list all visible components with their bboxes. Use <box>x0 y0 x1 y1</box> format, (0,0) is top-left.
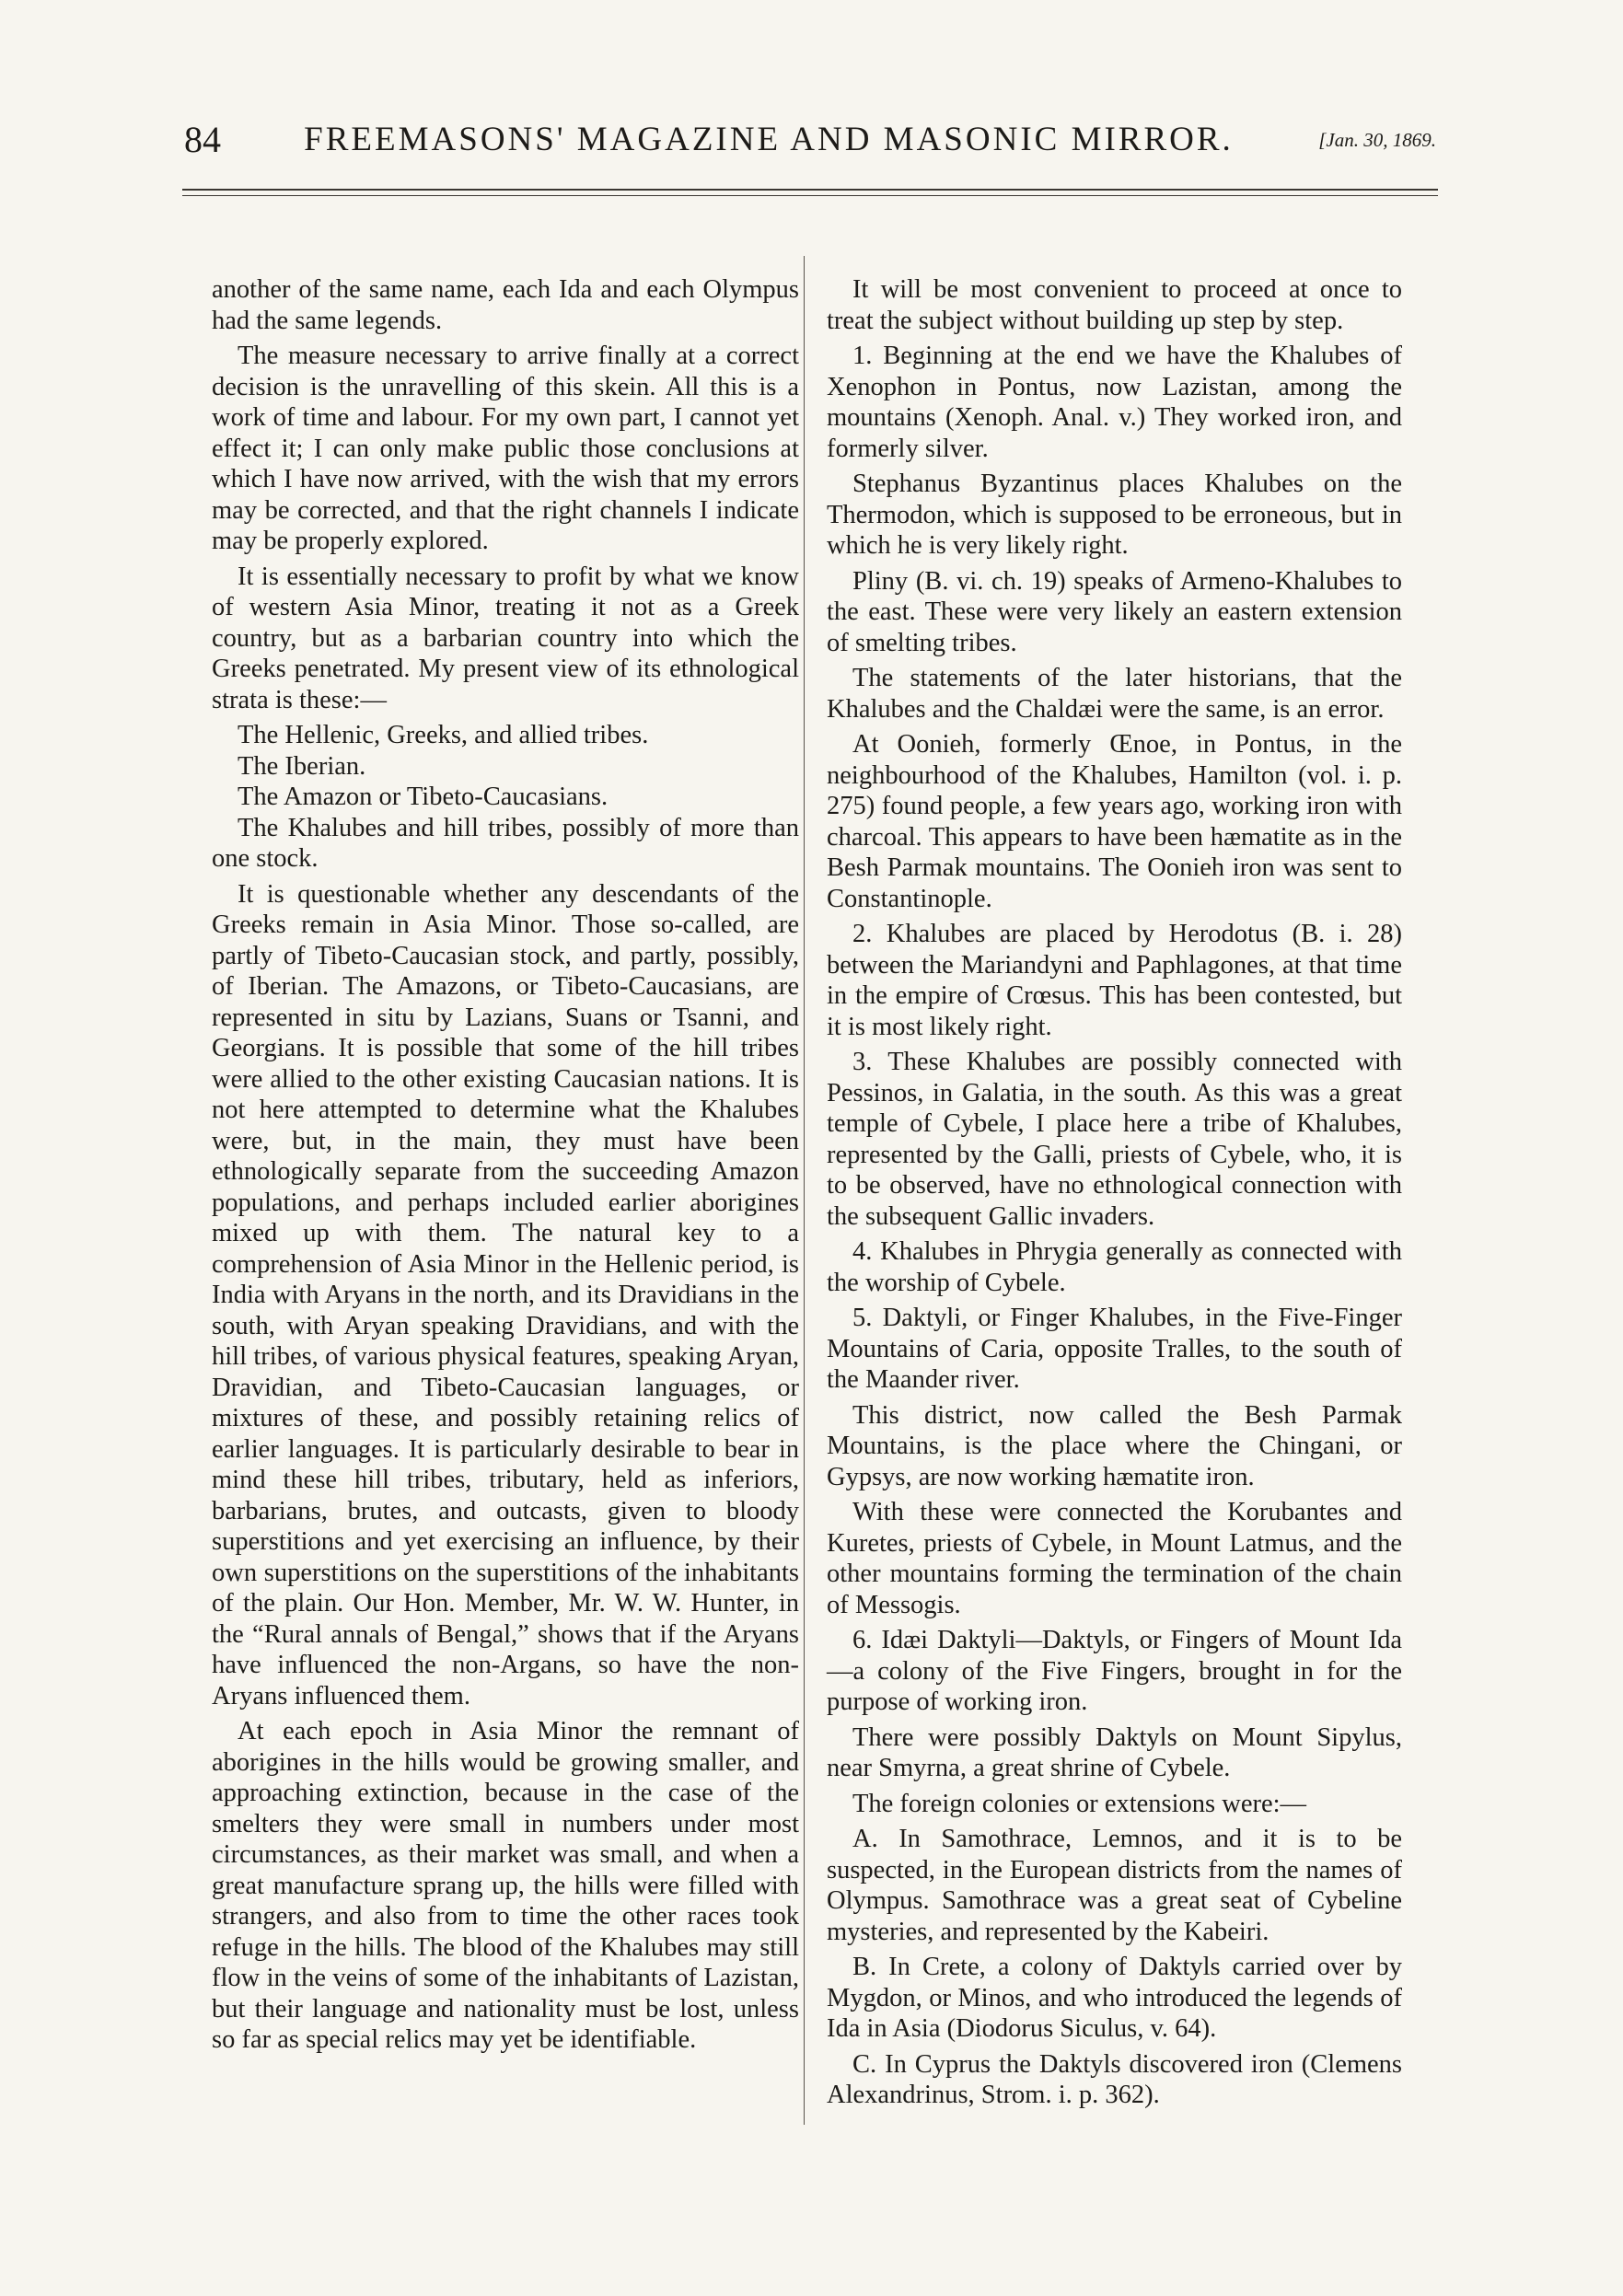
issue-date: [Jan. 30, 1869. <box>1318 129 1436 151</box>
paragraph: 2. Khalubes are placed by Herodotus (B. i. 28) between the Mariandyni and Paphlagones, at that time in the empire of Crœsus. This has been contested, but it is most likely right. <box>827 920 1402 1041</box>
paragraph: At Oonieh, formerly Œnoe, in Pontus, in the neighbourhood of the Khalubes, Hamilton (vol. i. p. 275) found people, a few years ago, working iron with charcoal. This appears to have been hæmatite as in the Besh Parmak mountains. The Oonieh iron was sent to Constantinople. <box>827 730 1402 913</box>
strata-item: The Amazon or Tibeto-Caucasians. <box>238 783 609 811</box>
paragraph: Pliny (B. vi. ch. 19) speaks of Armeno-Khalubes to the east. These were very likely an eastern extension of smelting tribes. <box>827 566 1402 657</box>
paragraph: B. In Crete, a colony of Daktyls carried over by Mygdon, or Minos, and who introduced the legends of Ida in Asia (Diodorus Siculus, v. 64). <box>827 1953 1402 2043</box>
strata-item: The Iberian. <box>238 751 366 781</box>
column-divider <box>804 256 805 2125</box>
paragraph: 1. Beginning at the end we have the Khalubes of Xenophon in Pontus, now Lazistan, among the mountains (Xenoph. Anal. v.) They worked iron, and formerly silver. <box>827 342 1402 463</box>
paragraph: This district, now called the Besh Parmak Mountains, is the place where the Chingani, or Gypsys, are now working hæmatite iron. <box>827 1400 1402 1491</box>
page-header <box>184 118 1436 173</box>
paragraph: With these were connected the Korubantes and Kuretes, priests of Cybele, in Mount Latmus, and the other mountains forming the termination of the chain of Messogis. <box>827 1498 1402 1619</box>
paragraph: Stephanus Byzantinus places Khalubes on the Thermodon, which is supposed to be erroneous, but in which he is very likely right. <box>827 470 1402 560</box>
header-rule-thin <box>182 195 1438 196</box>
paragraph: There were possibly Daktyls on Mount Sipylus, near Smyrna, a great shrine of Cybele. <box>827 1722 1402 1782</box>
page-number: 84 <box>184 119 221 160</box>
magazine-title: FREEMASONS' MAGAZINE AND MASONIC MIRROR. <box>304 121 1234 158</box>
paragraph: 6. Idæi Daktyli—Daktyls, or Fingers of Mount Ida—a colony of the Five Fingers, brought in for the purpose of working iron. <box>827 1626 1402 1716</box>
strata-item: The Hellenic, Greeks, and allied tribes. <box>238 721 649 749</box>
paragraph: another of the same name, each Ida and each Olympus had the same legends. <box>212 275 799 335</box>
paragraph: 4. Khalubes in Phrygia generally as connected with the worship of Cybele. <box>827 1237 1402 1297</box>
paragraph: It is essentially necessary to profit by what we know of western Asia Minor, treating it not as a Greek country, but as a barbarian country into which the Greeks penetrated. My present view of its ethnological strata is these:— <box>212 562 799 714</box>
paragraph: 3. These Khalubes are possibly connected with Pessinos, in Galatia, in the south. As this was a great temple of Cybele, I place here a tribe of Khalubes, represented by the Galli, priests of Cybele, who, it is to be observed, have no ethnological connection with the subsequent Gallic invaders. <box>827 1048 1402 1231</box>
header-rule-thick <box>182 189 1438 191</box>
paragraph: A. In Samothrace, Lemnos, and it is to be suspected, in the European districts from the names of Olympus. Samothrace was a great seat of Cybeline mysteries, and represented by the Kabeiri. <box>827 1825 1402 1946</box>
paragraph: At each epoch in Asia Minor the remnant of aborigines in the hills would be growing smaller, and approaching extinction, because in the case of the smelters they were small in numbers under most circumstances, as their market was small, and when a great manufacture sprang up, the hills were filled with strangers, and also from to time the other races took refuge in the hills. The blood of the Khalubes may still flow in the veins of some of the inhabitants of Lazistan, but their language and nationality must be lost, unless so far as special relics may yet be identifiable. <box>212 1717 799 2054</box>
right-column <box>827 274 1402 2116</box>
paragraph: The measure necessary to arrive finally at a correct decision is the unravelling of this skein. All this is a work of time and labour. For my own part, I cannot yet effect it; I can only make public those conclusions at which I have now arrived, with the wish that my errors may be corrected, and that the right channels I indicate may be properly explored. <box>212 342 799 555</box>
left-column <box>212 274 799 2060</box>
strata-item: The Khalubes and hill tribes, possibly of more than one stock. <box>212 813 799 873</box>
paragraph: The foreign colonies or extensions were:— <box>852 1789 1307 1818</box>
paragraph: It will be most convenient to proceed at once to treat the subject without building up step by step. <box>827 275 1402 335</box>
paragraph: It is questionable whether any descendants of the Greeks remain in Asia Minor. Those so-called, are partly of Tibeto-Caucasian stock, and partly, possibly, of Iberian. The Amazons, or Tibeto-Caucasians, are represented in situ by Lazians, Suans or Tsanni, and Georgians. It is possible that some of the hill tribes were allied to the other existing Caucasian nations. It is not here attempted to determine what the Khalubes were, but, in the main, they must have been ethnologically separate from the succeeding Amazon populations, and perhaps included earlier aborigines mixed up with them. The natural key to a comprehension of Asia Minor in the Hellenic period, is India with Aryans in the north, and its Dravidians in the south, with Aryan speaking Dravidians, and with the hill tribes, of various physical features, speaking Aryan, Dravidian, and Tibeto-Caucasian languages, or mixtures of these, and possibly retaining relics of earlier languages. It is particularly desirable to bear in mind these hill tribes, tributary, held as inferiors, barbarians, brutes, and outcasts, given to bloody superstitions and yet exercising an influence, by their own superstitions on the superstitions of the inhabitants of the plain. Our Hon. Member, Mr. W. W. Hunter, in the “Rural annals of Bengal,” shows that if the Aryans have influenced the non-Argans, so have the non-Aryans influenced them. <box>212 879 799 1710</box>
paragraph: 5. Daktyli, or Finger Khalubes, in the Five-Finger Mountains of Caria, opposite Tralles, to the south of the Maander river. <box>827 1304 1402 1394</box>
paragraph: The statements of the later historians, that the Khalubes and the Chaldæi were the same, is an error. <box>827 664 1402 724</box>
paragraph: C. In Cyprus the Daktyls discovered iron (Clemens Alexandrinus, Strom. i. p. 362). <box>827 2049 1402 2109</box>
